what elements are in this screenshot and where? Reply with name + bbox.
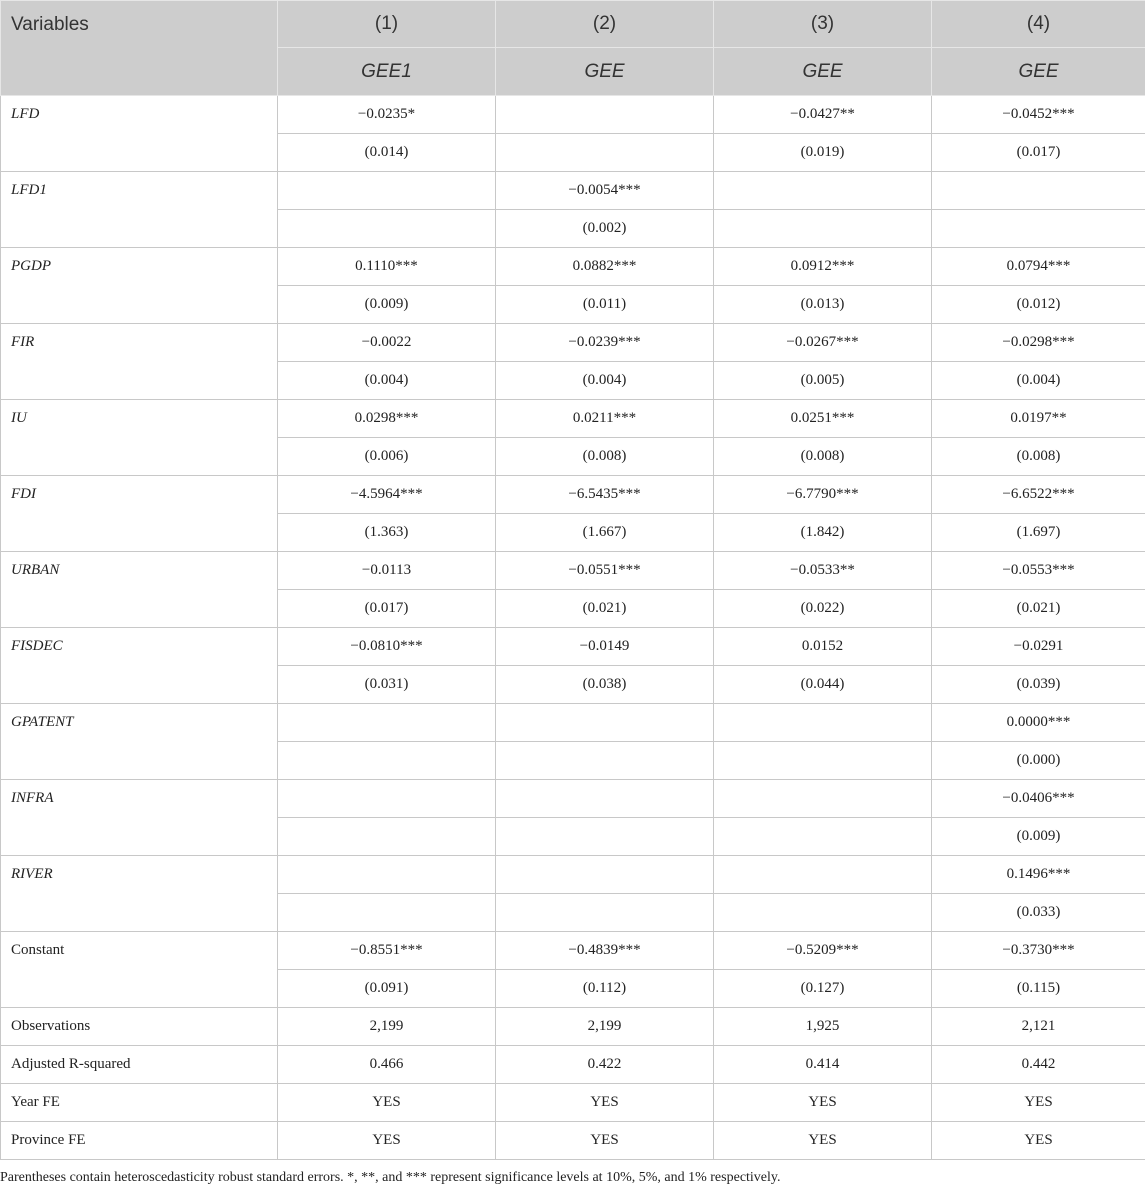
coefficient-cell: −0.8551***: [278, 932, 496, 970]
stat-value: 2,199: [278, 1008, 496, 1046]
std-error-cell: (0.006): [278, 438, 496, 476]
coefficient-cell: −0.0298***: [932, 324, 1145, 362]
table-row: [1, 628, 1145, 666]
std-error-cell: [278, 818, 496, 856]
coefficient-cell: −0.0810***: [278, 628, 496, 666]
std-error-cell: [278, 742, 496, 780]
variable-name: GPATENT: [1, 704, 278, 780]
coefficient-cell: [278, 172, 496, 210]
stat-label: Year FE: [1, 1084, 278, 1122]
std-error-cell: (0.009): [932, 818, 1145, 856]
stat-value: YES: [496, 1122, 714, 1160]
coefficient-cell: −0.0452***: [932, 96, 1145, 134]
coefficient-cell: −0.0239***: [496, 324, 714, 362]
variable-name: LFD1: [1, 172, 278, 248]
std-error-cell: (0.011): [496, 286, 714, 324]
coefficient-cell: −6.6522***: [932, 476, 1145, 514]
std-error-cell: (1.842): [714, 514, 932, 552]
coefficient-cell: −0.0054***: [496, 172, 714, 210]
coefficient-cell: [496, 96, 714, 134]
coefficient-cell: [496, 704, 714, 742]
coefficient-cell: 0.0000***: [932, 704, 1145, 742]
coefficient-cell: −0.3730***: [932, 932, 1145, 970]
coefficient-cell: [714, 780, 932, 818]
variable-name: PGDP: [1, 248, 278, 324]
coefficient-cell: −6.7790***: [714, 476, 932, 514]
coefficient-cell: −0.0291: [932, 628, 1145, 666]
table-header: [1, 1, 1145, 96]
std-error-cell: (1.697): [932, 514, 1145, 552]
coefficient-cell: 0.0882***: [496, 248, 714, 286]
std-error-cell: [496, 134, 714, 172]
std-error-cell: (0.044): [714, 666, 932, 704]
std-error-cell: (0.009): [278, 286, 496, 324]
table-footnote: Parentheses contain heteroscedasticity robust standard errors. *, **, and *** represent significance levels at 10%, 5%, and 1% respectively.: [0, 1170, 781, 1185]
model-col-1: GEE1: [278, 48, 496, 96]
coefficient-cell: −0.0406***: [932, 780, 1145, 818]
stat-value: 0.466: [278, 1046, 496, 1084]
stat-value: YES: [496, 1084, 714, 1122]
variable-name: FIR: [1, 324, 278, 400]
header-col-1: (1): [278, 1, 496, 48]
std-error-cell: (0.021): [496, 590, 714, 628]
stat-row: [1, 1122, 1145, 1160]
std-error-cell: (0.000): [932, 742, 1145, 780]
std-error-cell: (0.017): [278, 590, 496, 628]
table-row: [1, 172, 1145, 210]
stat-value: YES: [278, 1122, 496, 1160]
table-row: [1, 476, 1145, 514]
coefficient-cell: [714, 172, 932, 210]
coefficient-cell: −0.0113: [278, 552, 496, 590]
std-error-cell: (0.017): [932, 134, 1145, 172]
stat-value: YES: [932, 1122, 1145, 1160]
variable-name: IU: [1, 400, 278, 476]
coefficient-cell: −4.5964***: [278, 476, 496, 514]
std-error-cell: [714, 818, 932, 856]
std-error-cell: (0.004): [496, 362, 714, 400]
coefficient-cell: −0.0553***: [932, 552, 1145, 590]
std-error-cell: [496, 818, 714, 856]
coefficient-cell: −0.0533**: [714, 552, 932, 590]
model-col-4: GEE: [932, 48, 1145, 96]
coefficient-cell: −0.5209***: [714, 932, 932, 970]
variable-name: URBAN: [1, 552, 278, 628]
variable-name: INFRA: [1, 780, 278, 856]
stat-value: 0.422: [496, 1046, 714, 1084]
coefficient-cell: [278, 856, 496, 894]
coefficient-cell: 0.1110***: [278, 248, 496, 286]
std-error-cell: [496, 894, 714, 932]
table-row: [1, 552, 1145, 590]
std-error-cell: (0.033): [932, 894, 1145, 932]
std-error-cell: (1.363): [278, 514, 496, 552]
std-error-cell: (0.005): [714, 362, 932, 400]
header-col-4: (4): [932, 1, 1145, 48]
stat-value: YES: [932, 1084, 1145, 1122]
variable-name: FDI: [1, 476, 278, 552]
std-error-cell: (0.008): [932, 438, 1145, 476]
coefficient-cell: [496, 856, 714, 894]
coefficient-cell: −6.5435***: [496, 476, 714, 514]
std-error-cell: [278, 894, 496, 932]
coefficient-cell: 0.0211***: [496, 400, 714, 438]
coefficient-cell: [714, 704, 932, 742]
stat-value: 1,925: [714, 1008, 932, 1046]
table-row: [1, 704, 1145, 742]
model-col-2: GEE: [496, 48, 714, 96]
coefficient-cell: 0.0197**: [932, 400, 1145, 438]
coefficient-cell: 0.0794***: [932, 248, 1145, 286]
std-error-cell: (0.008): [496, 438, 714, 476]
std-error-cell: (0.012): [932, 286, 1145, 324]
stat-label: Observations: [1, 1008, 278, 1046]
stat-value: YES: [714, 1122, 932, 1160]
coefficient-cell: −0.0427**: [714, 96, 932, 134]
std-error-cell: [932, 210, 1145, 248]
coefficient-cell: 0.0912***: [714, 248, 932, 286]
header-col-3: (3): [714, 1, 932, 48]
std-error-cell: (0.014): [278, 134, 496, 172]
stat-value: YES: [714, 1084, 932, 1122]
std-error-cell: (0.127): [714, 970, 932, 1008]
coefficient-cell: [714, 856, 932, 894]
std-error-cell: (0.091): [278, 970, 496, 1008]
stat-value: 2,199: [496, 1008, 714, 1046]
std-error-cell: [714, 894, 932, 932]
stat-row: [1, 1046, 1145, 1084]
coefficient-cell: 0.1496***: [932, 856, 1145, 894]
stat-value: 0.442: [932, 1046, 1145, 1084]
std-error-cell: [714, 742, 932, 780]
header-variables: Variables: [1, 1, 278, 96]
table-row: [1, 248, 1145, 286]
variable-name: RIVER: [1, 856, 278, 932]
std-error-cell: [278, 210, 496, 248]
table-row: [1, 780, 1145, 818]
table-body: [1, 96, 1145, 1160]
coefficient-cell: [278, 780, 496, 818]
coefficient-cell: [278, 704, 496, 742]
std-error-cell: (0.038): [496, 666, 714, 704]
header-col-2: (2): [496, 1, 714, 48]
stat-row: [1, 1084, 1145, 1122]
std-error-cell: (0.004): [932, 362, 1145, 400]
std-error-cell: (0.013): [714, 286, 932, 324]
coefficient-cell: 0.0251***: [714, 400, 932, 438]
std-error-cell: (1.667): [496, 514, 714, 552]
table-row: [1, 932, 1145, 970]
model-col-3: GEE: [714, 48, 932, 96]
variable-name: FISDEC: [1, 628, 278, 704]
std-error-cell: [714, 210, 932, 248]
std-error-cell: (0.039): [932, 666, 1145, 704]
std-error-cell: (0.002): [496, 210, 714, 248]
variable-name: Constant: [1, 932, 278, 1008]
stat-row: [1, 1008, 1145, 1046]
stat-value: YES: [278, 1084, 496, 1122]
coefficient-cell: −0.0022: [278, 324, 496, 362]
std-error-cell: (0.022): [714, 590, 932, 628]
coefficient-cell: −0.0551***: [496, 552, 714, 590]
std-error-cell: (0.112): [496, 970, 714, 1008]
stat-label: Adjusted R-squared: [1, 1046, 278, 1084]
table-row: [1, 96, 1145, 134]
coefficient-cell: [932, 172, 1145, 210]
std-error-cell: (0.115): [932, 970, 1145, 1008]
table-row: [1, 400, 1145, 438]
variable-name: LFD: [1, 96, 278, 172]
coefficient-cell: −0.0267***: [714, 324, 932, 362]
std-error-cell: [496, 742, 714, 780]
table-row: [1, 324, 1145, 362]
std-error-cell: (0.008): [714, 438, 932, 476]
std-error-cell: (0.021): [932, 590, 1145, 628]
table-row: [1, 856, 1145, 894]
coefficient-cell: −0.0235*: [278, 96, 496, 134]
std-error-cell: (0.031): [278, 666, 496, 704]
std-error-cell: (0.004): [278, 362, 496, 400]
stat-value: 0.414: [714, 1046, 932, 1084]
std-error-cell: (0.019): [714, 134, 932, 172]
coefficient-cell: −0.0149: [496, 628, 714, 666]
stat-value: 2,121: [932, 1008, 1145, 1046]
coefficient-cell: [496, 780, 714, 818]
stat-label: Province FE: [1, 1122, 278, 1160]
coefficient-cell: 0.0152: [714, 628, 932, 666]
coefficient-cell: −0.4839***: [496, 932, 714, 970]
coefficient-cell: 0.0298***: [278, 400, 496, 438]
